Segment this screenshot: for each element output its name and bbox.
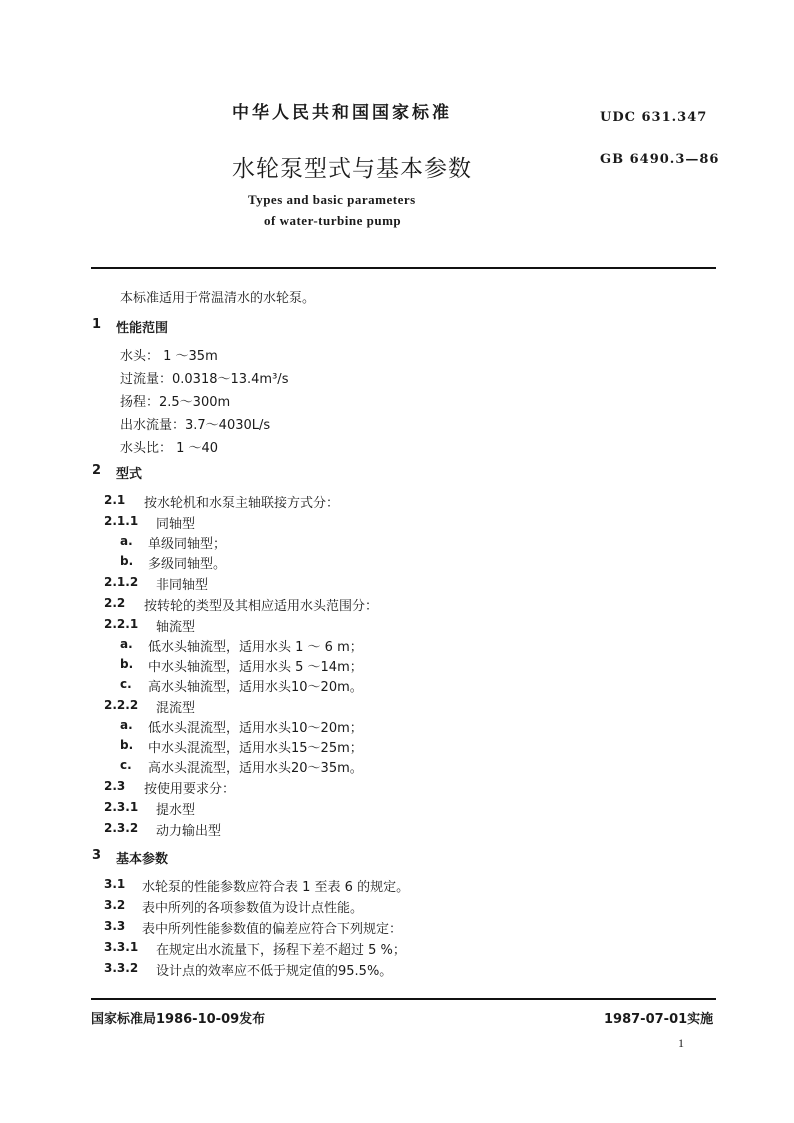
clause-2-2-2-number: 2.2.2	[104, 698, 139, 712]
range-head-ratio: 水头比： 1 ～40	[120, 441, 219, 456]
clause-2-1-number: 2.1	[104, 493, 126, 507]
clause-2-2-1-text: 轴流型	[156, 620, 196, 635]
english-title-line-2: of water-turbine pump	[264, 213, 402, 228]
item-label: c.	[120, 758, 132, 772]
effective-date: 1987-07-01实施	[604, 1012, 714, 1027]
item-text: 中水头轴流型，适用水头 5 ～14m；	[148, 660, 363, 675]
clause-3-2-number: 3.2	[104, 898, 126, 912]
clause-2-3-text: 按使用要求分：	[144, 782, 236, 797]
item-label: b.	[120, 554, 134, 568]
clause-3-3-text: 表中所列性能参数值的偏差应符合下列规定：	[142, 922, 403, 937]
clause-2-3-1-text: 提水型	[156, 803, 196, 818]
item-text: 单级同轴型；	[148, 537, 227, 552]
item-text: 中水头混流型，适用水头15～25m；	[148, 741, 363, 756]
clause-2-3-2-text: 动力输出型	[156, 824, 222, 839]
range-output-flow: 出水流量：3.7～4030L/s	[120, 418, 271, 433]
section-3-number: 3	[92, 848, 102, 863]
item-label: a.	[120, 718, 133, 732]
item-label: c.	[120, 677, 132, 691]
clause-2-1-1-text: 同轴型	[156, 517, 196, 532]
item-text: 低水头轴流型，适用水头 1 ～ 6 m；	[148, 640, 363, 655]
range-lift: 扬程：2.5～300m	[120, 395, 231, 410]
clause-2-2-1-number: 2.2.1	[104, 617, 139, 631]
clause-2-3-number: 2.3	[104, 779, 126, 793]
item-text: 高水头混流型，适用水头20～35m。	[148, 761, 363, 776]
clause-2-1-2-number: 2.1.2	[104, 575, 139, 589]
clause-3-2-text: 表中所列的各项参数值为设计点性能。	[142, 901, 364, 916]
section-3-title: 基本参数	[116, 852, 169, 867]
intro-text: 本标准适用于常温清水的水轮泵。	[120, 291, 316, 306]
national-standard-heading: 中华人民共和国国家标准	[232, 103, 452, 123]
range-head: 水头： 1 ～35m	[120, 349, 218, 364]
clause-3-3-2-number: 3.3.2	[104, 961, 139, 975]
clause-2-1-2-text: 非同轴型	[156, 578, 209, 593]
english-title-line-1: Types and basic parameters	[248, 192, 416, 207]
document-title: 水轮泵型式与基本参数	[232, 156, 472, 182]
item-label: a.	[120, 637, 133, 651]
item-label: b.	[120, 738, 134, 752]
section-1-title: 性能范围	[116, 321, 169, 336]
item-text: 低水头混流型，适用水头10～20m；	[148, 721, 363, 736]
clause-2-3-1-number: 2.3.1	[104, 800, 139, 814]
clause-3-1-text: 水轮泵的性能参数应符合表 1 至表 6 的规定。	[142, 880, 410, 895]
top-divider	[91, 267, 716, 269]
clause-2-2-text: 按转轮的类型及其相应适用水头范围分：	[144, 599, 379, 614]
udc-code: UDC 631.347	[600, 110, 708, 125]
item-text: 多级同轴型。	[148, 557, 227, 572]
clause-2-3-2-number: 2.3.2	[104, 821, 139, 835]
clause-3-1-number: 3.1	[104, 877, 126, 891]
bottom-divider	[91, 998, 716, 1000]
section-2-number: 2	[92, 463, 102, 478]
clause-3-3-number: 3.3	[104, 919, 126, 933]
clause-3-3-2-text: 设计点的效率应不低于规定值的95.5%。	[156, 964, 393, 979]
clause-3-3-1-text: 在规定出水流量下，扬程下差不超过 5 %；	[156, 943, 406, 958]
section-2-title: 型式	[116, 467, 143, 482]
range-flow: 过流量：0.0318～13.4m³/s	[120, 372, 289, 387]
clause-2-1-text: 按水轮机和水泵主轴联接方式分：	[144, 496, 340, 511]
item-label: a.	[120, 534, 133, 548]
clause-2-2-number: 2.2	[104, 596, 126, 610]
section-1-number: 1	[92, 317, 102, 332]
issue-date: 国家标准局1986-10-09发布	[91, 1012, 266, 1027]
item-label: b.	[120, 657, 134, 671]
page-number: 1	[678, 1036, 684, 1050]
gb-code: GB 6490.3—86	[600, 152, 720, 167]
clause-2-1-1-number: 2.1.1	[104, 514, 139, 528]
clause-3-3-1-number: 3.3.1	[104, 940, 139, 954]
item-text: 高水头轴流型，适用水头10～20m。	[148, 680, 363, 695]
clause-2-2-2-text: 混流型	[156, 701, 196, 716]
